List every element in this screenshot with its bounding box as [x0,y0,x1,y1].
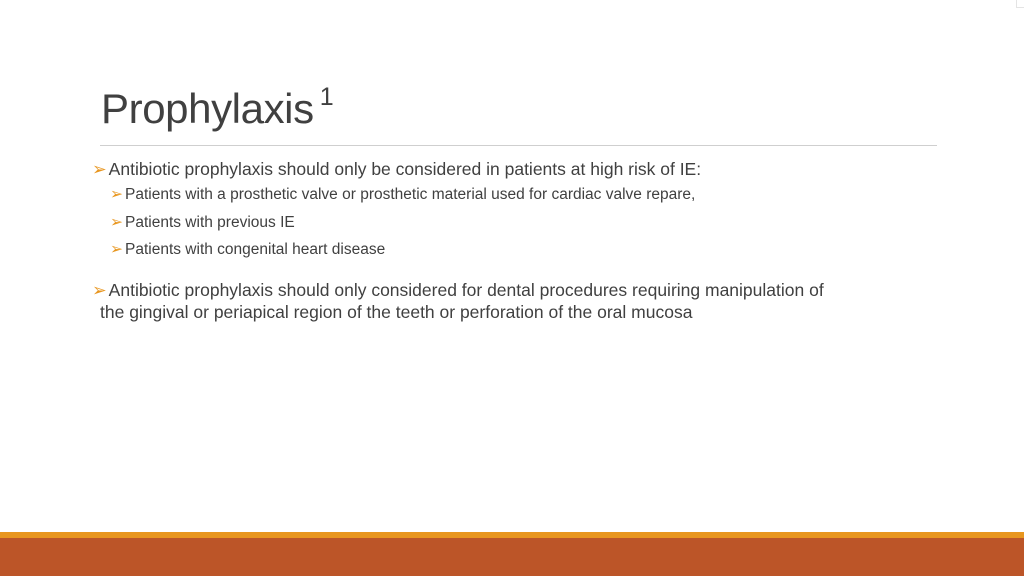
footer-accent-bar [0,538,1024,576]
corner-decoration [1016,0,1024,8]
title-divider [100,145,937,146]
sub-bullet-text: Patients with previous IE [125,214,295,231]
bullet-item-1 [92,158,701,180]
slide-title-text: Prophylaxis [101,85,314,132]
arrow-bullet-icon: ➢ [110,214,123,231]
bullet-item-2-continuation [100,301,692,323]
bullet-item-2 [92,279,824,301]
slide-title [101,83,334,132]
sub-bullet-item-1 [110,185,695,205]
slide-title-superscript: 1 [319,83,334,111]
arrow-bullet-icon: ➢ [110,186,123,203]
sub-bullet-item-2 [110,213,295,233]
arrow-bullet-icon: ➢ [92,159,107,179]
sub-bullet-text: Patients with a prosthetic valve or prosthetic material used for cardiac valve repare, [125,186,696,203]
sub-bullet-text: Patients with congenital heart disease [125,241,386,258]
arrow-bullet-icon: ➢ [110,241,123,258]
bullet-text-line-1: Antibiotic prophylaxis should only considered for dental procedures requiring manipulation of [108,280,824,300]
arrow-bullet-icon: ➢ [92,280,107,300]
bullet-text: Antibiotic prophylaxis should only be considered in patients at high risk of IE: [108,159,702,179]
sub-bullet-item-3 [110,240,385,260]
bullet-text-line-2: the gingival or periapical region of the teeth or perforation of the oral mucosa [100,302,693,322]
